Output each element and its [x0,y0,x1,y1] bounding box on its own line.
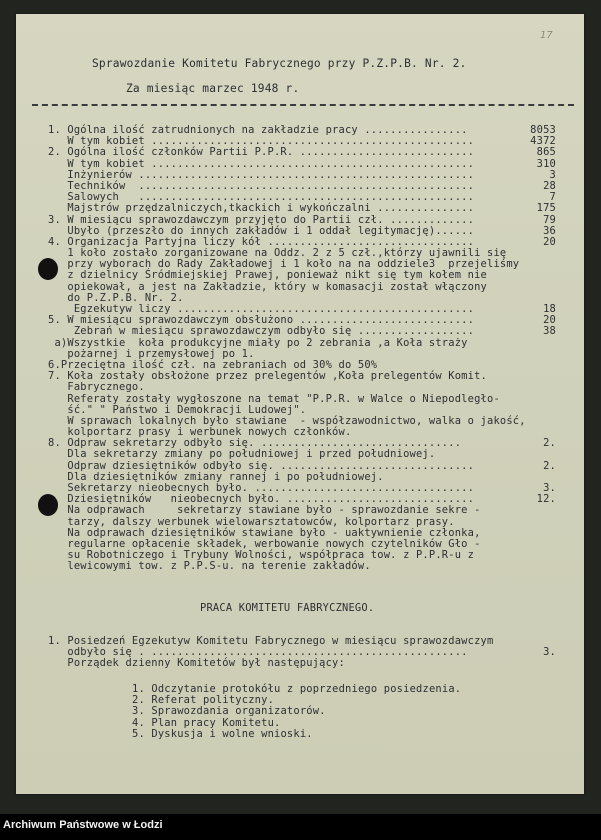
archive-footer: Archiwum Państwowe w Łodzi [3,819,163,831]
line-text: su Robotniczego i Trybuny Wolności, współpraca tow. z P.P.R-u z [48,549,475,562]
line-text: Porządek dzienny Komitetów był następujący: [48,657,345,670]
line-text: Referaty zostały wygłoszone na temat "P.P.R. w Walce o Niepodległo- [48,392,500,405]
line-text: Techników .................................................... [48,179,475,192]
line-value: 20 [543,314,556,327]
line-text: Inżynierów .................................................... [48,168,475,181]
line-value: 20 [543,235,556,248]
line-value: 3. [543,482,556,494]
line-value: 2. [543,437,556,450]
line-value: 28 [543,179,556,192]
line-value: 3. [543,646,556,659]
line-text: 3. W miesiącu sprawozdawczym przyjęto do Partii czł. ............. [48,213,475,226]
section-title: PRACA KOMITETU FABRYCZNEGO. [200,602,375,614]
line-text: Ubyło (przeszło do innych zakładów i 1 oddał legitymację)...... [48,224,475,237]
line-value: 865 [536,146,556,159]
line-text: do P.Z.P.B. Nr. 2. [48,291,184,304]
agenda-item: 1. Odczytanie protokółu z poprzedniego posiedzenia. [132,683,462,695]
line-text: W tym kobiet .................................................. [48,135,475,148]
line-value: 3 [549,168,556,181]
line-value: 18 [543,303,556,315]
line-text: 4. Organizacja Partyjna liczy kół ................................ [48,235,475,248]
agenda-item: 2. Referat polityczny. [132,694,275,707]
agenda-item: 5. Dyskusja i wolne wnioski. [132,727,313,740]
line-text: 5. W miesiącu sprawozdawczym obsłużono ........................... [48,314,475,327]
line-text: 1. Posiedzeń Egzekutyw Komitetu Fabrycznego w miesiącu sprawozdawczym [48,635,494,647]
report-line [48,561,568,572]
line-text: pożarnej i przemysłowej po 1. [48,347,255,360]
page-number: 17 [540,30,553,41]
line-text: 7. Koła zostały obsłożone przez prelegentów ,Koła prelegentów Komit. [48,370,487,383]
line-text: Egzekutyw liczy .............................................. [48,303,475,315]
report-section-statistics [48,125,568,573]
line-text: ść." " Państwo i Demokracji Ludowej". [48,403,307,416]
line-text: Sekretarzy nieobecnych było. .................................. [48,482,475,494]
line-text: regularne opłacenie składek, werbowanie nowych czytelników Gło - [48,537,481,550]
line-value: 4372 [530,135,556,148]
line-value: 175 [536,202,556,215]
report-line [48,658,568,669]
agenda-item: 3. Sprawozdania organizatorów. [132,705,326,718]
agenda-item: 4. Plan pracy Komitetu. [132,716,281,729]
line-text: Na odprawach sekretarzy stawiane było - sprawozdanie sekre - [48,504,481,517]
document-subtitle: Za miesiąc marzec 1948 r. [126,82,300,95]
line-text: Dla sekretarzy zmiany po południowej i przed południowej. [48,448,436,461]
line-text: Zebrań w miesiącu sprawozdawczym odbyło się .................. [48,325,475,338]
line-text: 8. Odpraw sekretarzy odbyło się. ............................... [48,437,462,450]
line-value: 2. [543,459,556,472]
agenda-list [48,684,568,740]
line-value: 7 [549,191,556,204]
line-text: 1. Ogólna ilość zatrudnionych na zakładzie pracy ................ [48,124,468,136]
line-value: 12. [536,493,556,506]
report-section-committee-work [48,636,568,670]
line-text: 2. Ogólna ilość członków Partii P.P.R. ........................... [48,146,475,159]
document-title: Sprawozdanie Komitetu Fabrycznego przy P.Z.P.B. Nr. 2. [92,57,467,70]
line-value: 38 [543,325,556,338]
line-value: 310 [536,157,556,170]
line-value: 8053 [530,124,556,136]
line-text: opiekował, a jest na Zakładzie, który w komasacji został włączony [48,280,487,293]
line-text: W sprawach lokalnych było stawiane - współzawodnictwo, walka o jakość, [48,414,526,427]
line-text: a)Wszystkie koła produkcyjne miały po 2 zebrania ,a Koła straży [48,336,468,349]
line-text: 1 koło zostało zorganizowane na Oddz. 2 z 5 czł.,którzy ujawnili się [48,247,507,260]
line-text: kolportarz prasy i werbunek nowych członków. [48,426,352,439]
line-text: Odpraw dziesiętników odbyło się. .............................. [48,459,475,472]
line-text: Fabrycznego. [48,381,145,394]
line-text: Dziesiętników nieobecnych było. ............................. [48,493,475,506]
line-text: z dzielnicy Śródmiejskiej Prawej, ponieważ nikt się tym kołem nie [48,269,487,282]
line-text: odbyło się . ................................................. [48,646,468,659]
line-value: 79 [543,213,556,226]
line-text: przy wyborach do Rady Zakładowej i 1 koło na na oddziele3 przejeliśmy [48,258,520,271]
line-text: W tym kobiet .................................................. [48,157,475,170]
line-text: lewicowymi tow. z P.P.S-u. na terenie zakładów. [48,560,371,573]
line-text: Majstrów przędzalniczych,tkackich i wykończalni ............... [48,202,475,215]
line-text: Salowych .................................................... [48,191,475,204]
line-text: Na odprawach dziesiętników stawiane było - uaktywnienie członka, [48,526,481,539]
line-text: tarzy, dalszy werbunek wielowarsztatowców, kolportarz prasy. [48,515,455,528]
line-value: 36 [543,224,556,237]
dashed-divider [32,104,574,106]
line-text: 6.Przeciętna ilość czł. na zebraniach od 30% do 50% [48,358,378,371]
line-text: Dla dziesiętników zmiany rannej i po południowej. [48,470,384,483]
